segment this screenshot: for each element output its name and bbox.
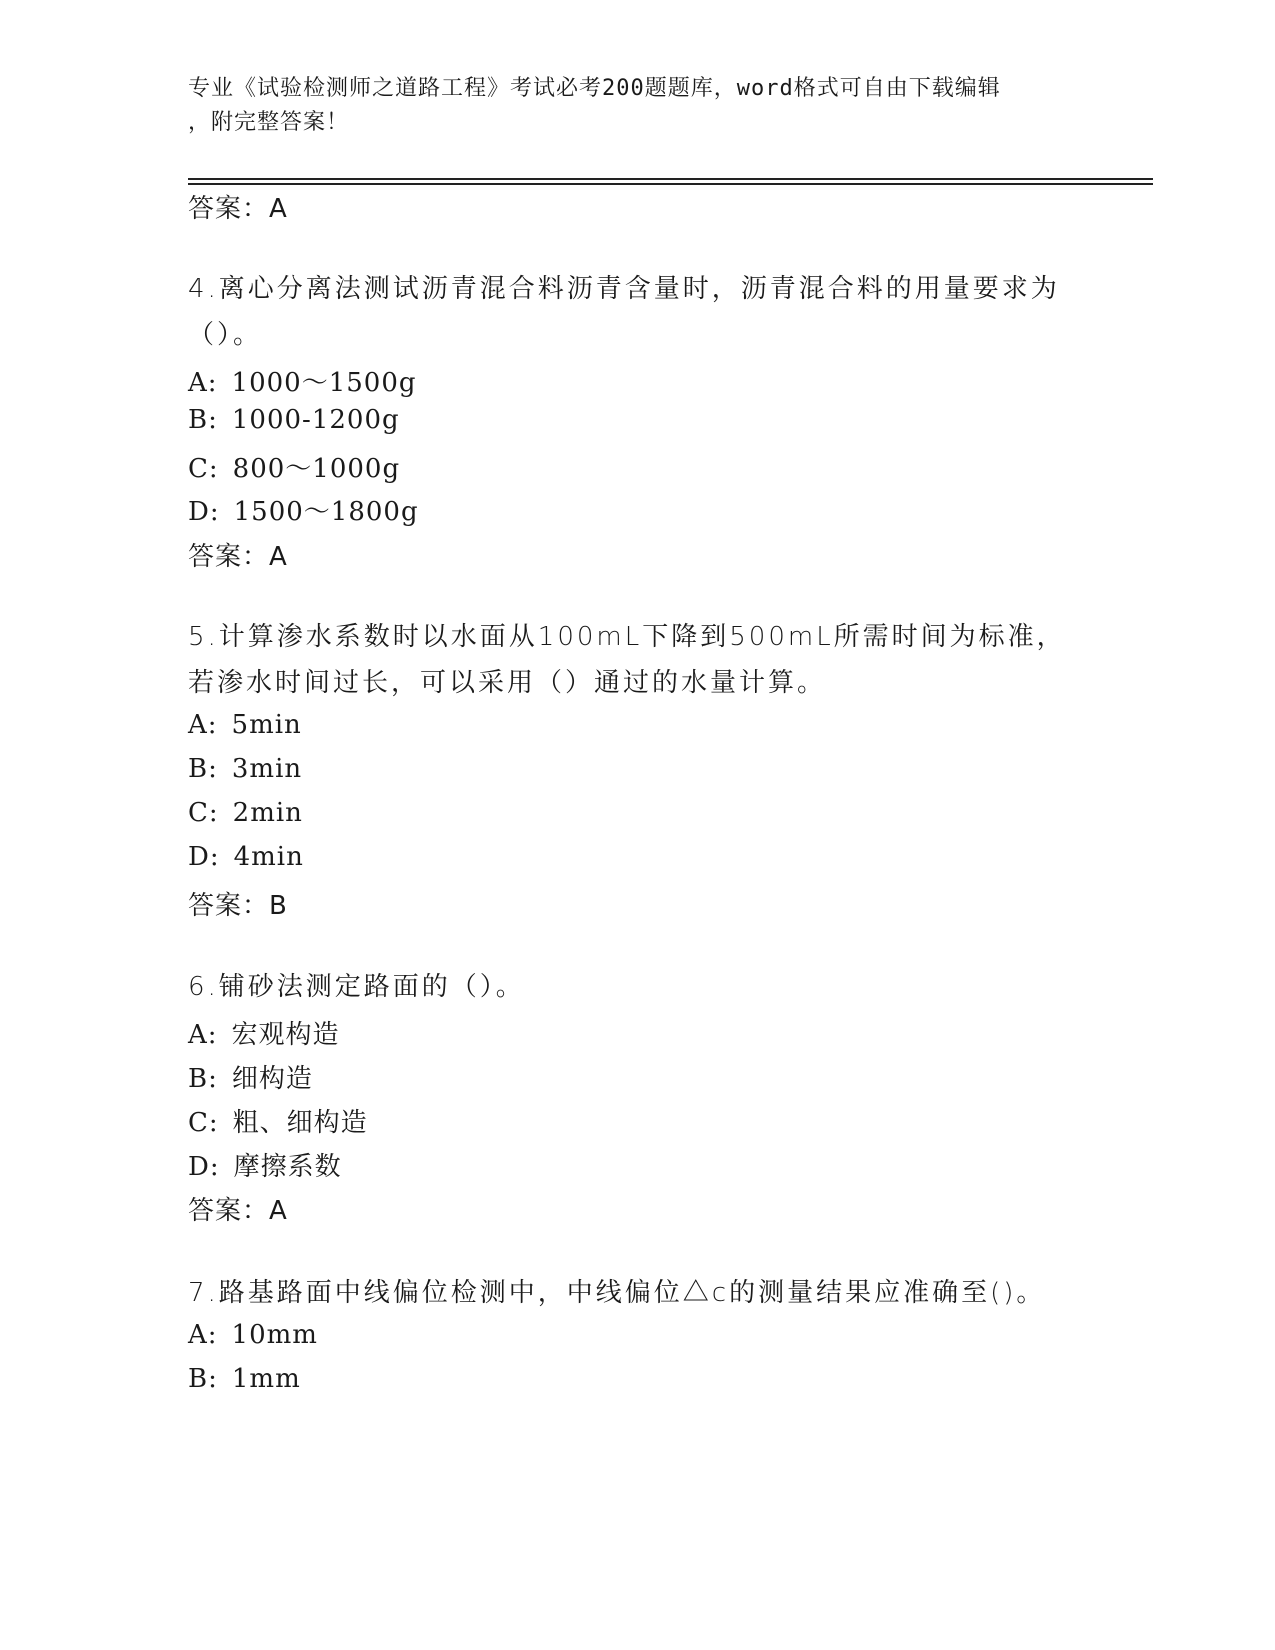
option-key: B: [188,405,218,435]
question-4-answer: 答案：A [188,542,288,572]
question-5-option-d [188,842,304,872]
question-4-text: 4.离心分离法测试沥青混合料沥青含量时，沥青混合料的用量要求为（）。 [188,274,1060,350]
question-5-answer: 答案：B [188,891,288,921]
option-key: A: [188,368,218,398]
option-key: C: [188,798,219,828]
option-key: A: [188,1020,218,1050]
header-rule-bottom [188,183,1153,185]
option-key: D: [188,497,220,527]
option-value: 10mm [231,1320,318,1350]
option-value: 1000～1500g [231,368,417,398]
answer-prev: 答案：A [188,194,288,224]
question-5-text: 5.计算渗水系数时以水面从100mL下降到500mL所需时间为标准，若渗水时间过长，可以采用（）通过的水量计算。 [188,622,1066,698]
question-6-answer: 答案：A [188,1196,288,1226]
option-value: 4min [233,842,304,872]
question-5-option-a [188,710,302,740]
question-6-option-a [188,1014,340,1051]
option-key: B: [188,1064,218,1094]
option-value: 3min [231,754,303,784]
option-key: B: [188,754,218,784]
question-5-option-b [188,754,302,784]
option-key: A: [188,1320,218,1350]
header-line-1: 专业《试验检测师之道路工程》考试必考200题题库，word格式可自由下载编辑 [188,76,1001,101]
question-4-option-a [188,362,417,399]
question-4-option-b [188,405,400,435]
header-rule-top [188,178,1153,180]
option-value: 800～1000g [232,454,401,484]
option-key: D: [188,1152,220,1182]
option-key: C: [188,454,219,484]
question-7-option-b [188,1364,301,1394]
question-6-option-c [188,1102,368,1139]
document-header [188,72,1088,140]
question-7-text: 7.路基路面中线偏位检测中，中线偏位△c的测量结果应准确至()。 [188,1278,1046,1308]
option-value: 1000-1200g [231,405,400,435]
option-value: 1500～1800g [233,497,419,527]
option-value: 5min [231,710,302,740]
question-4-option-c [188,448,400,485]
option-value: 粗、细构造 [232,1108,368,1138]
option-value: 1mm [231,1364,301,1394]
question-4-option-d [188,491,419,528]
option-value: 细构造 [231,1064,313,1094]
option-value: 宏观构造 [231,1020,340,1050]
header-line-2: ，附完整答案！ [188,110,350,135]
option-key: D: [188,842,220,872]
question-6-text: 6.铺砂法测定路面的（）。 [188,972,525,1002]
question-5-option-c [188,798,303,828]
option-value: 摩擦系数 [233,1152,342,1182]
option-key: A: [188,710,218,740]
option-value: 2min [232,798,303,828]
question-6-option-d [188,1146,342,1183]
question-6-option-b [188,1058,313,1095]
question-7-option-a [188,1320,318,1350]
option-key: B: [188,1364,218,1394]
option-key: C: [188,1108,219,1138]
